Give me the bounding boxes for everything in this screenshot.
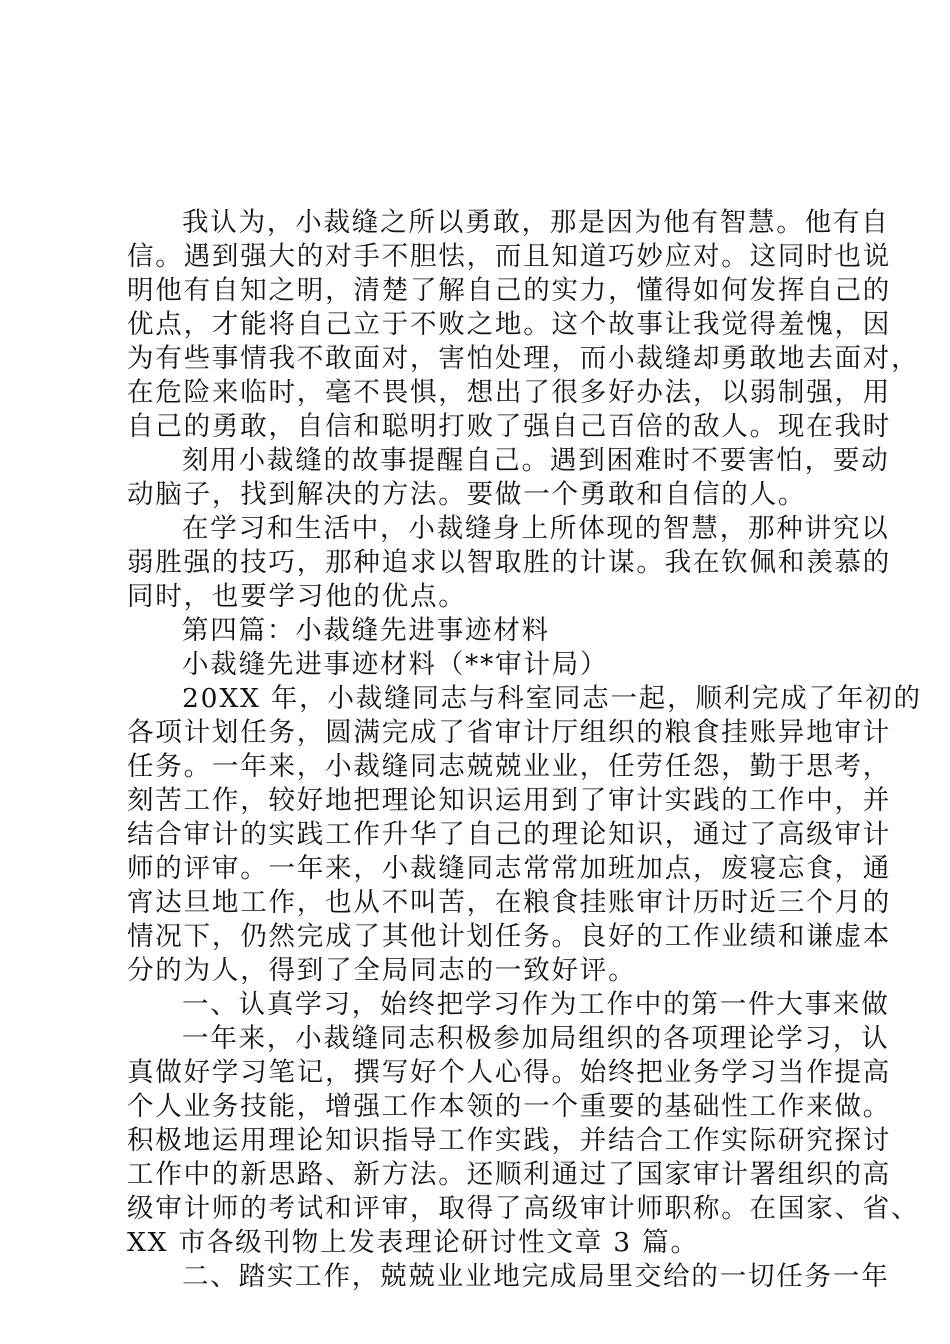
text-line: 情况下，仍然完成了其他计划任务。良好的工作业绩和谦虚本 xyxy=(127,921,892,952)
text-line: 在危险来临时，毫不畏惧，想出了很多好办法，以弱制强，用 xyxy=(127,377,892,408)
text-line: 任务。一年来，小裁缝同志兢兢业业，任劳任怨，勤于思考， xyxy=(127,751,892,782)
text-line: 积极地运用理论知识指导工作实践，并结合工作实际研究探讨 xyxy=(127,1125,892,1156)
text-line: 各项计划任务，圆满完成了省审计厅组织的粮食挂账异地审计 xyxy=(127,717,892,748)
section-heading: 二、踏实工作，兢兢业业地完成局里交给的一切任务一年 xyxy=(182,1261,890,1292)
text-line: 刻苦工作，较好地把理论知识运用到了审计实践的工作中，并 xyxy=(127,785,892,816)
text-line: 刻用小裁缝的故事提醒自己。遇到困难时不要害怕，要动 xyxy=(182,445,890,476)
section-heading: 第四篇：小裁缝先进事迹材料 xyxy=(182,615,550,646)
text-line: 弱胜强的技巧，那种追求以智取胜的计谋。我在钦佩和羡慕的 xyxy=(127,547,892,578)
text-line: 级审计师的考试和评审，取得了高级审计师职称。在国家、省、 xyxy=(127,1193,920,1224)
text-line: 为有些事情我不敢面对，害怕处理，而小裁缝却勇敢地去面对， xyxy=(127,343,920,374)
text-line: 宵达旦地工作，也从不叫苦，在粮食挂账审计历时近三个月的 xyxy=(127,887,892,918)
text-line: 同时，也要学习他的优点。 xyxy=(127,581,467,612)
section-heading: 一、认真学习，始终把学习作为工作中的第一件大事来做 xyxy=(182,989,890,1020)
text-line: 优点，才能将自己立于不败之地。这个故事让我觉得羞愧，因 xyxy=(127,309,892,340)
text-line: XX 市各级刊物上发表理论研讨性文章 3 篇。 xyxy=(127,1227,699,1258)
text-line: 我认为，小裁缝之所以勇敢，那是因为他有智慧。他有自 xyxy=(182,207,890,238)
text-line: 信。遇到强大的对手不胆怯，而且知道巧妙应对。这同时也说 xyxy=(127,241,892,272)
text-line: 明他有自知之明，清楚了解自己的实力，懂得如何发挥自己的 xyxy=(127,275,892,306)
text-line: 真做好学习笔记，撰写好个人心得。始终把业务学习当作提高 xyxy=(127,1057,892,1088)
text-line: 结合审计的实践工作升华了自己的理论知识，通过了高级审计 xyxy=(127,819,892,850)
text-line: 工作中的新思路、新方法。还顺利通过了国家审计署组织的高 xyxy=(127,1159,892,1190)
document-title: 小裁缝先进事迹材料（**审计局） xyxy=(182,649,609,680)
text-line: 个人业务技能，增强工作本领的一个重要的基础性工作来做。 xyxy=(127,1091,892,1122)
text-line: 自己的勇敢，自信和聪明打败了强自己百倍的敌人。现在我时 xyxy=(127,411,892,442)
text-line: 师的评审。一年来，小裁缝同志常常加班加点，废寝忘食，通 xyxy=(127,853,892,884)
text-line: 动脑子，找到解决的方法。要做一个勇敢和自信的人。 xyxy=(127,479,807,510)
text-line: 一年来，小裁缝同志积极参加局组织的各项理论学习，认 xyxy=(182,1023,890,1054)
text-line: 20XX 年，小裁缝同志与科室同志一起，顺利完成了年初的 xyxy=(182,683,922,714)
text-line: 分的为人，得到了全局同志的一致好评。 xyxy=(127,955,637,986)
text-line: 在学习和生活中，小裁缝身上所体现的智慧，那种讲究以 xyxy=(182,513,890,544)
